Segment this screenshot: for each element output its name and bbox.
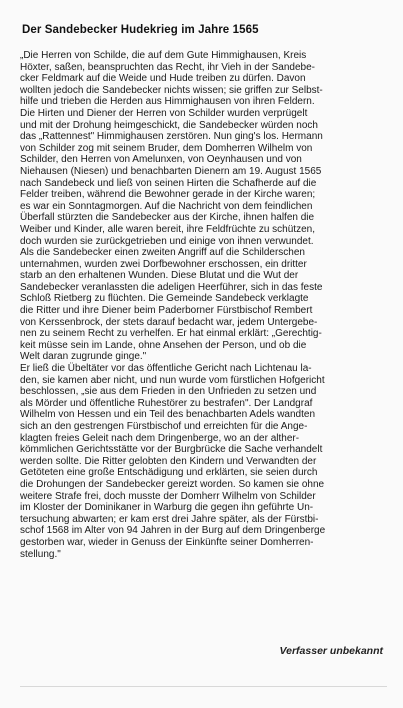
body-line: starb an den erhaltenen Wunden. Diese Blutat und die Wut der [20, 270, 299, 282]
body-line: Er ließ die Übeltäter vor das öffentliche Gericht nach Lichtenau la- [20, 363, 312, 375]
body-line: Niehausen (Niesen) und benachbarten Dienern am 19. August 1565 [20, 165, 322, 177]
body-line: „Die Herren von Schilde, die auf dem Gute Himmighausen, Kreis [20, 50, 307, 61]
body-line: weitere Strafe frei, doch musste der Domherr Wilhelm von Schilder [20, 490, 316, 502]
body-line: tersuchung abwarten; er kam erst drei Jahre später, als der Fürstbi- [20, 513, 319, 525]
body-line: werden sollte. Die Ritter gelobten den Kindern und Verwandten der [20, 455, 317, 467]
body-line: den, sie kamen aber nicht, und nun wurde vom fürstlichen Hofgericht [20, 374, 325, 386]
body-line: die Ritter und ihre Diener beim Paderborner Fürstbischof Rembert [20, 305, 313, 317]
body-line: kömmlichen Gerichtsstätte vor der Burgbrücke die Sache verhandelt [20, 444, 323, 456]
body-line: Schilder, den Herren von Amelunxen, von Oeynhausen und von [20, 154, 302, 166]
body-line: hilfe und trieben die Herden aus Himmighausen von ihren Feldern. [20, 96, 315, 108]
body-line: wollten jedoch die Sandebecker nichts wissen; sie griffen zur Selbst- [20, 84, 323, 96]
document-body [20, 50, 388, 560]
body-line: die Drohungen der Sandebecker gereizt worden. So kamen sie ohne [20, 478, 325, 490]
body-line: gestorben war, wieder in Genuss der Einkünfte seiner Domherren- [20, 536, 314, 548]
body-line: klagten freies Geleit nach dem Dringenberge, wo an der alther- [20, 432, 300, 444]
body-line: Die Hirten und Diener der Herren von Schilder wurden verprügelt [20, 107, 308, 119]
author-credit: Verfasser unbekannt [279, 645, 383, 657]
body-line: Sandebecker veranlassten die adeligen Heerführer, sich in das feste [20, 281, 323, 293]
body-line: Felder treiben, während die Bewohner gerade in der Kirche waren; [20, 189, 316, 201]
body-line: nen zu seinem Recht zu verhelfen. Er hat einmal erklärt: „Gerechtig- [20, 328, 322, 340]
body-line: Als die Sandebecker einen zweiten Angriff auf die Schilderschen [20, 247, 305, 259]
body-line: Getöteten eine große Entschädigung und erklärten, sie seien durch [20, 467, 318, 479]
body-line: im Kloster der Dominikaner in Warburg die gegen ihn geführte Un- [20, 502, 314, 514]
body-line: beschlossen, „sie aus dem Frieden in den Unfrieden zu setzen und [20, 386, 317, 398]
body-line: Höxter, saßen, beanspruchten das Recht, ihr Vieh in der Sandebe- [20, 61, 315, 73]
body-line: von Schilder zog mit seinem Bruder, dem Domherren Wilhelm von [20, 142, 313, 154]
body-line: es war ein Sonntagmorgen. Auf die Nachricht von dem feindlichen [20, 200, 313, 212]
body-line: stellung." [20, 548, 61, 560]
body-line: unternahmen, wurden zwei Dorfbewohner erschossen, ein dritter [20, 258, 307, 270]
body-line: schof 1568 im Alter von 94 Jahren in der Burg auf dem Dringenberge [20, 525, 326, 537]
body-line: doch wurden sie zurückgetrieben und einige von ihnen verwundet. [20, 235, 314, 247]
body-line: sich an den gestrengen Fürstbischof und erreichten für die Ange- [20, 421, 308, 432]
body-line: Welt daran zugrunde ginge." [20, 351, 147, 363]
body-line: Schloß Rietberg zu flüchten. Die Gemeinde Sandebeck verklagte [20, 293, 309, 305]
body-line: Überfall stürzten die Sandebecker aus der Kirche, ihnen halfen die [20, 212, 315, 224]
body-line: Weiber und Kinder, alle waren bereit, ihre Feldfrüchte zu schützen, [20, 223, 315, 235]
body-line: keit müsse sein im Lande, ohne Ansehen der Person, und ob die [20, 339, 307, 351]
body-line: cker Feldmark auf die Weide und Hude treiben zu dürfen. Davon [20, 73, 306, 85]
body-line: nach Sandebeck und ließ von seinen Hirten die Schafherde auf die [20, 177, 317, 189]
body-line: und mit der Drohung heimgeschickt, die Sandebecker würden noch [20, 119, 318, 131]
body-line: von Kerssenbrock, der stets darauf bedacht war, jedem Untergebe- [20, 316, 318, 328]
body-line: als Mörder und öffentliche Ruhestörer zu bestrafen". Der Landgraf [20, 397, 313, 409]
document-title: Der Sandebecker Hudekrieg im Jahre 1565 [22, 24, 259, 36]
body-line: Wilhelm von Hessen und ein Teil des benachbarten Adels wandten [20, 409, 315, 421]
page-divider [20, 686, 387, 687]
body-line: das „Rattennest" Himmighausen zerstören. Nun ging's los. Hermann [20, 131, 323, 143]
